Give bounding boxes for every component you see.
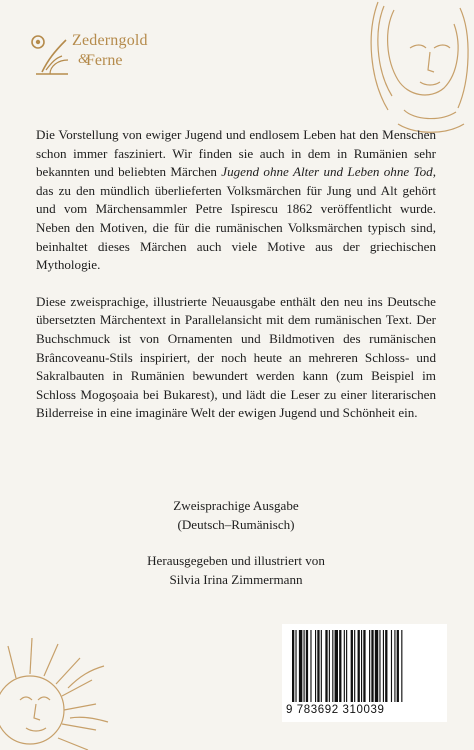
blurb-p1-title: Jugend ohne Alter und Leben ohne Tod <box>221 164 433 180</box>
publisher-emblem-icon <box>28 30 74 78</box>
credits <box>36 552 436 589</box>
barcode-bars <box>290 630 440 704</box>
publisher-name-line1: Zederngold <box>72 32 148 49</box>
isbn-barcode <box>282 624 447 722</box>
edition-line-2: (Deutsch–Rumänisch) <box>177 516 295 532</box>
credits-line-1: Herausgegeben und illustriert von <box>147 553 325 568</box>
edition-line-1: Zweisprachige Ausgabe <box>173 498 299 513</box>
sun-face-illustration-bottom <box>0 600 112 750</box>
blurb-p1-text-a: Die Vorstellung von ewiger Jugend und endlosem Leben hat den Menschen schon immer fasziniert. Wir finden sie auch in dem in Rumänien sehr bekannten und beliebten Märchen <box>36 127 436 180</box>
blurb-paragraph-1 <box>36 126 436 275</box>
isbn-digits: 9 783692 310039 <box>286 704 385 716</box>
publisher-ampersand: & <box>78 52 89 67</box>
credits-author: Silvia Irina Zimmermann <box>169 571 303 587</box>
blurb-paragraph-2: Diese zweisprachige, illustrierte Neuausgabe enthält den neu ins Deutsche übersetzten Märchentext in Parallelansicht mit dem rumänischen Text. Der Buchschmuck ist von Ornamenten und Bildmotiven des rumänischen Brâncoveanu-Stils inspiriert, der noch heute an mehreren Schloss- und Sakralbauten in Rumänien bewundert werden kann (zum Beispiel im Schloss Mogoşoaia bei Bukarest), und lädt die Leser zu einer literarischen Bilderreise in eine imaginäre Welt der ewigen Jugend und Schönheit ein. <box>36 293 436 421</box>
edition-info <box>36 497 436 534</box>
publisher-name-line2: Ferne <box>86 52 123 69</box>
publisher-logo <box>28 26 178 86</box>
back-cover-blurb <box>36 126 436 441</box>
blurb-p1-text-b: , das zu den mündlich überlieferten Volksmärchen für Jung und Alt gehört und vom Märchensammler Petre Ispirescu 1862 veröffentlicht wurde. Neben den Motiven, die für die rumänischen Volksmärchen typisch sind, beinhaltet dieses Märchen auch viele Motive aus der griechischen Mythologie. <box>36 164 436 273</box>
